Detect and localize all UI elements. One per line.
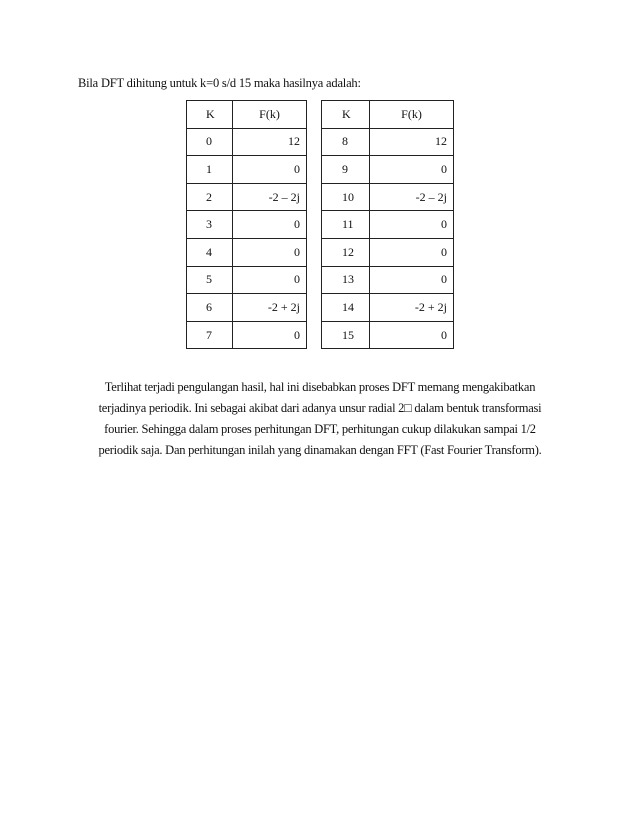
cell-k: 11: [322, 211, 370, 239]
cell-k: 4: [187, 238, 233, 266]
table-header-row: [187, 101, 454, 129]
cell-fk: 0: [370, 238, 454, 266]
table-row: [187, 294, 454, 322]
cell-fk: -2 – 2j: [370, 183, 454, 211]
cell-k: 8: [322, 128, 370, 156]
cell-k: 12: [322, 238, 370, 266]
cell-k: 5: [187, 266, 233, 294]
cell-fk: 0: [233, 238, 307, 266]
cell-fk: 0: [233, 156, 307, 184]
table-gap: [307, 294, 322, 322]
cell-fk: 0: [233, 211, 307, 239]
cell-k: 2: [187, 183, 233, 211]
table-row: [187, 211, 454, 239]
explanation-paragraph: [78, 377, 562, 461]
table-gap: [307, 128, 322, 156]
header-fk-right: F(k): [370, 101, 454, 129]
cell-k: 13: [322, 266, 370, 294]
table-gap: [307, 238, 322, 266]
table-gap: [307, 211, 322, 239]
table-gap: [307, 101, 322, 129]
cell-k: 9: [322, 156, 370, 184]
cell-fk: 12: [233, 128, 307, 156]
cell-fk: -2 – 2j: [233, 183, 307, 211]
table-gap: [307, 321, 322, 349]
header-k-left: K: [187, 101, 233, 129]
cell-k: 14: [322, 294, 370, 322]
table-gap: [307, 266, 322, 294]
cell-k: 15: [322, 321, 370, 349]
cell-fk: 12: [370, 128, 454, 156]
table-row: [187, 266, 454, 294]
cell-k: 1: [187, 156, 233, 184]
cell-k: 10: [322, 183, 370, 211]
cell-k: 3: [187, 211, 233, 239]
cell-fk: -2 + 2j: [233, 294, 307, 322]
cell-fk: 0: [233, 266, 307, 294]
table-row: [187, 183, 454, 211]
cell-fk: 0: [233, 321, 307, 349]
table-gap: [307, 156, 322, 184]
table-row: [187, 321, 454, 349]
intro-text: Bila DFT dihitung untuk k=0 s/d 15 maka hasilnya adalah:: [78, 76, 361, 90]
cell-fk: 0: [370, 156, 454, 184]
table-gap: [307, 183, 322, 211]
paragraph-line: periodik saja. Dan perhitungan inilah yang dinamakan dengan FFT (Fast Fourier Transform).: [98, 443, 542, 457]
header-k-right: K: [322, 101, 370, 129]
paragraph-line: Terlihat terjadi pengulangan hasil, hal ini disebabkan proses DFT memang mengakibatkan: [104, 380, 536, 394]
table-row: [187, 156, 454, 184]
cell-k: 7: [187, 321, 233, 349]
cell-fk: 0: [370, 321, 454, 349]
cell-k: 0: [187, 128, 233, 156]
cell-fk: -2 + 2j: [370, 294, 454, 322]
dft-table: [186, 100, 454, 349]
cell-fk: 0: [370, 266, 454, 294]
cell-fk: 0: [370, 211, 454, 239]
table-row: [187, 238, 454, 266]
header-fk-left: F(k): [233, 101, 307, 129]
paragraph-line: terjadinya periodik. Ini sebagai akibat dari adanya unsur radial 2□ dalam bentuk transformasi: [98, 401, 542, 415]
paragraph-line: fourier. Sehingga dalam proses perhitungan DFT, perhitungan cukup dilakukan sampai 1/2: [104, 422, 536, 436]
cell-k: 6: [187, 294, 233, 322]
table-row: [187, 128, 454, 156]
